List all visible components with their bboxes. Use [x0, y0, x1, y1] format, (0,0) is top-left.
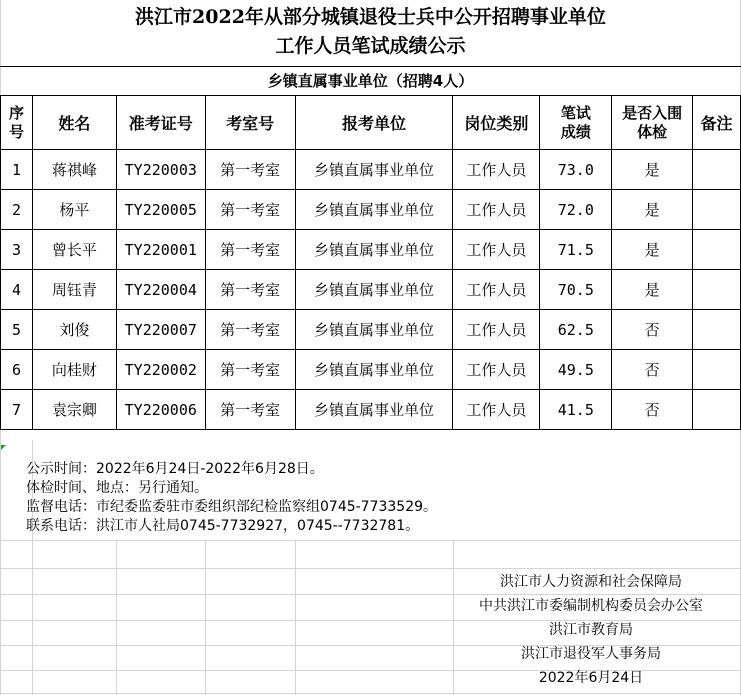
cell-ticket: TY220007	[116, 310, 205, 350]
notice-line-contact-phone: 联系电话：洪江市人社局0745-7732927，0745--7732781。	[26, 518, 420, 534]
cell-seq: 5	[1, 310, 33, 350]
cell-seq: 7	[1, 390, 33, 430]
cell-seq: 1	[1, 150, 33, 190]
cell-physical: 否	[612, 310, 693, 350]
cell-name: 蒋祺峰	[32, 150, 116, 190]
cell-ticket: TY220006	[116, 390, 205, 430]
cell-comment-marker	[1, 445, 6, 450]
cell-room: 第一考室	[205, 230, 295, 270]
grid-col-line	[295, 540, 296, 695]
cell-remark	[693, 150, 741, 190]
header-name: 姓名	[32, 96, 116, 150]
cell-seq: 4	[1, 270, 33, 310]
cell-post: 工作人员	[453, 390, 540, 430]
cell-name: 刘俊	[32, 310, 116, 350]
cell-physical: 否	[612, 390, 693, 430]
cell-name: 周钰青	[32, 270, 116, 310]
cell-ticket: TY220003	[116, 150, 205, 190]
cell-score: 72.0	[540, 190, 612, 230]
cell-post: 工作人员	[453, 190, 540, 230]
cell-physical: 是	[612, 190, 693, 230]
cell-seq: 3	[1, 230, 33, 270]
table-row	[1, 270, 741, 310]
cell-physical: 是	[612, 270, 693, 310]
cell-remark	[693, 310, 741, 350]
grid-col-line	[205, 540, 206, 695]
cell-score: 62.5	[540, 310, 612, 350]
cell-remark	[693, 390, 741, 430]
cell-post: 工作人员	[453, 350, 540, 390]
cell-seq: 2	[1, 190, 33, 230]
cell-score: 70.5	[540, 270, 612, 310]
signer-staffing-office: 中共洪江市委编制机构委员会办公室	[479, 598, 703, 614]
cell-remark	[693, 230, 741, 270]
cell-unit: 乡镇直属事业单位	[295, 350, 453, 390]
header-row	[1, 96, 741, 150]
cell-score: 71.5	[540, 230, 612, 270]
cell-ticket: TY220001	[116, 230, 205, 270]
grid-row-line	[0, 568, 741, 569]
cell-post: 工作人员	[453, 230, 540, 270]
score-table	[0, 95, 741, 430]
table-row	[1, 150, 741, 190]
title-line-2: 工作人员笔试成绩公示	[275, 35, 466, 57]
cell-room: 第一考室	[205, 390, 295, 430]
table-row	[1, 350, 741, 390]
signing-date: 2022年6月24日	[538, 670, 644, 686]
signatory-block	[441, 570, 741, 690]
header-post: 岗位类别	[453, 96, 540, 150]
cell-unit: 乡镇直属事业单位	[295, 390, 453, 430]
cell-room: 第一考室	[205, 150, 295, 190]
signer-education-bureau: 洪江市教育局	[549, 622, 633, 638]
header-score: 笔试 成绩	[540, 96, 612, 150]
cell-room: 第一考室	[205, 190, 295, 230]
cell-physical: 是	[612, 150, 693, 190]
table-row	[1, 390, 741, 430]
header-physical: 是否入围 体检	[612, 96, 693, 150]
header-ticket: 准考证号	[116, 96, 205, 150]
signer-veterans-bureau: 洪江市退役军人事务局	[521, 646, 661, 662]
cell-remark	[693, 270, 741, 310]
header-room: 考室号	[205, 96, 295, 150]
cell-score: 73.0	[540, 150, 612, 190]
cell-seq: 6	[1, 350, 33, 390]
cell-name: 曾长平	[32, 230, 116, 270]
notice-text	[26, 460, 437, 536]
cell-name: 向桂财	[32, 350, 116, 390]
cell-remark	[693, 190, 741, 230]
notice-line-supervision-phone: 监督电话：市纪委监委驻市委组织部纪检监察组0745-7733529。	[26, 499, 438, 515]
cell-remark	[693, 350, 741, 390]
table-row	[1, 310, 741, 350]
signer-hrss-bureau: 洪江市人力资源和社会保障局	[500, 574, 682, 590]
cell-ticket: TY220005	[116, 190, 205, 230]
cell-score: 41.5	[540, 390, 612, 430]
cell-ticket: TY220002	[116, 350, 205, 390]
cell-unit: 乡镇直属事业单位	[295, 150, 453, 190]
cell-post: 工作人员	[453, 150, 540, 190]
cell-room: 第一考室	[205, 350, 295, 390]
cell-physical: 是	[612, 230, 693, 270]
cell-unit: 乡镇直属事业单位	[295, 310, 453, 350]
header-unit: 报考单位	[295, 96, 453, 150]
table-row	[1, 190, 741, 230]
cell-name: 杨平	[32, 190, 116, 230]
grid-col-line	[116, 540, 117, 695]
cell-room: 第一考室	[205, 270, 295, 310]
header-seq: 序 号	[1, 96, 33, 150]
notice-line-physical-exam: 体检时间、地点：另行通知。	[26, 480, 208, 496]
grid-row-line	[0, 540, 741, 541]
header-remark: 备注	[693, 96, 741, 150]
cell-physical: 否	[612, 350, 693, 390]
cell-unit: 乡镇直属事业单位	[295, 190, 453, 230]
cell-name: 袁宗卿	[32, 390, 116, 430]
grid-row-line	[0, 693, 741, 694]
cell-score: 49.5	[540, 350, 612, 390]
cell-unit: 乡镇直属事业单位	[295, 230, 453, 270]
cell-post: 工作人员	[453, 310, 540, 350]
subtitle: 乡镇直属事业单位（招聘4人）	[0, 66, 741, 96]
notice-line-publicity-time: 公示时间：2022年6月24日-2022年6月28日。	[26, 461, 324, 477]
cell-ticket: TY220004	[116, 270, 205, 310]
title-line-1: 洪江市2022年从部分城镇退役士兵中公开招聘事业单位	[135, 6, 606, 28]
cell-post: 工作人员	[453, 270, 540, 310]
cell-room: 第一考室	[205, 310, 295, 350]
table-row	[1, 230, 741, 270]
cell-unit: 乡镇直属事业单位	[295, 270, 453, 310]
